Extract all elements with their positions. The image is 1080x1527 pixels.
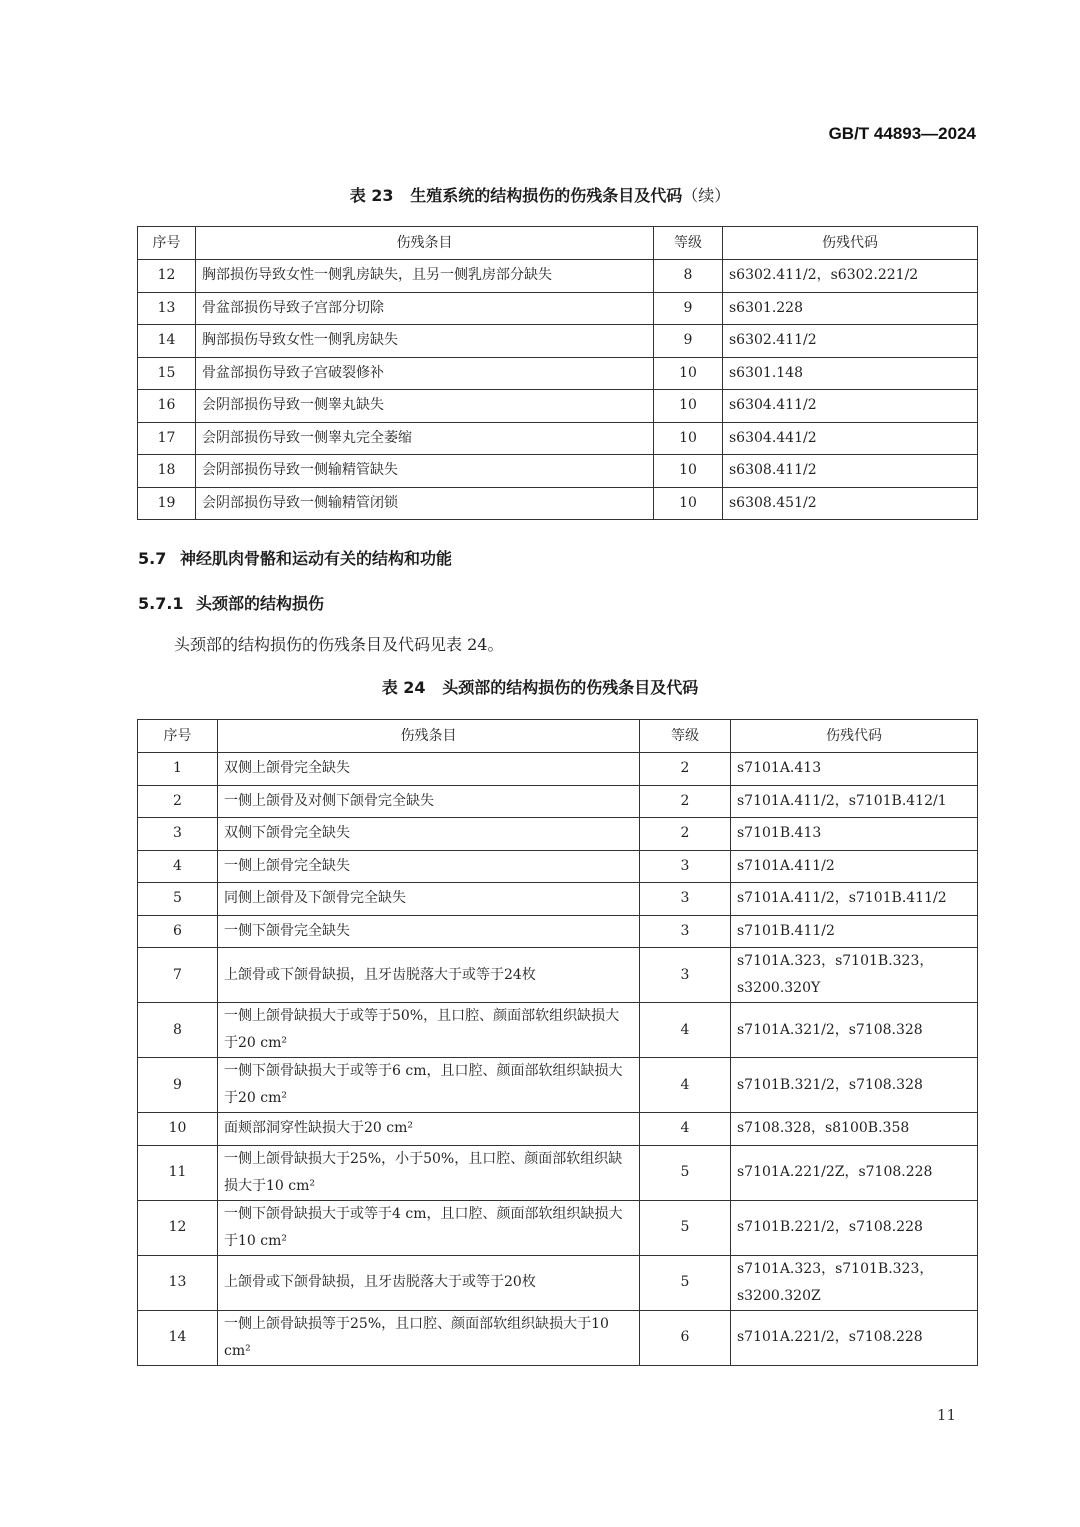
table-row xyxy=(138,948,978,1003)
cell-code: s6308.451/2 xyxy=(723,487,978,520)
cell-grade: 5 xyxy=(640,1200,731,1255)
table-row xyxy=(138,1145,978,1200)
cell-grade: 4 xyxy=(640,1003,731,1058)
cell-item: 面颊部洞穿性缺损大于20 cm² xyxy=(218,1113,640,1146)
cell-index: 1 xyxy=(138,753,218,786)
cell-code: s7101B.411/2 xyxy=(731,915,978,948)
table24-caption xyxy=(0,675,1080,698)
cell-code: s6304.441/2 xyxy=(723,422,978,455)
cell-grade: 4 xyxy=(640,1058,731,1113)
table-24 xyxy=(137,719,978,1366)
table-row xyxy=(138,915,978,948)
table-row xyxy=(138,1255,978,1310)
cell-index: 10 xyxy=(138,1113,218,1146)
cell-code: s7101A.413 xyxy=(731,753,978,786)
cell-code: s7101B.321/2，s7108.328 xyxy=(731,1058,978,1113)
cell-item: 骨盆部损伤导致子宫部分切除 xyxy=(196,292,654,325)
table-row xyxy=(138,325,978,358)
cell-code: s7108.328，s8100B.358 xyxy=(731,1113,978,1146)
body-paragraph: 头颈部的结构损伤的伤残条目及代码见表 24。 xyxy=(174,635,504,654)
cell-grade: 3 xyxy=(640,948,731,1003)
cell-grade: 5 xyxy=(640,1255,731,1310)
cell-item: 会阴部损伤导致一侧输精管闭锁 xyxy=(196,487,654,520)
cell-item: 一侧下颌骨完全缺失 xyxy=(218,915,640,948)
col-header-index: 序号 xyxy=(138,720,218,753)
table-row xyxy=(138,422,978,455)
table-row xyxy=(138,753,978,786)
cell-index: 4 xyxy=(138,850,218,883)
cell-grade: 10 xyxy=(654,487,723,520)
cell-index: 2 xyxy=(138,785,218,818)
cell-code: s7101A.411/2 xyxy=(731,850,978,883)
standard-code: GB/T 44893—2024 xyxy=(828,124,976,143)
section-number: 5.7.1 xyxy=(138,594,184,613)
cell-grade: 10 xyxy=(654,455,723,488)
cell-index: 13 xyxy=(138,292,196,325)
cell-item: 上颌骨或下颌骨缺损，且牙齿脱落大于或等于24枚 xyxy=(218,948,640,1003)
table23-caption-title: 生殖系统的结构损伤的伤残条目及代码 xyxy=(410,186,683,205)
cell-grade: 5 xyxy=(640,1145,731,1200)
col-header-item: 伤残条目 xyxy=(218,720,640,753)
cell-item: 一侧上颌骨缺损大于或等于50%，且口腔、颜面部软组织缺损大于20 cm² xyxy=(218,1003,640,1058)
table-row xyxy=(138,260,978,293)
section-5-7-heading xyxy=(138,546,452,569)
table-row xyxy=(138,818,978,851)
table-header-row xyxy=(138,227,978,260)
cell-item: 双侧下颌骨完全缺失 xyxy=(218,818,640,851)
cell-grade: 9 xyxy=(654,325,723,358)
table-header-row xyxy=(138,720,978,753)
table-row xyxy=(138,850,978,883)
section-title: 头颈部的结构损伤 xyxy=(196,594,325,613)
cell-grade: 10 xyxy=(654,390,723,423)
cell-index: 13 xyxy=(138,1255,218,1310)
cell-index: 12 xyxy=(138,260,196,293)
cell-code: s7101A.323，s7101B.323，s3200.320Z xyxy=(731,1255,978,1310)
cell-item: 一侧上颌骨缺损大于25%，小于50%，且口腔、颜面部软组织缺损大于10 cm² xyxy=(218,1145,640,1200)
col-header-code: 伤残代码 xyxy=(731,720,978,753)
cell-index: 15 xyxy=(138,357,196,390)
cell-index: 3 xyxy=(138,818,218,851)
table-24-body xyxy=(138,753,978,1366)
cell-grade: 10 xyxy=(654,422,723,455)
cell-grade: 4 xyxy=(640,1113,731,1146)
table23-caption-suffix: （续） xyxy=(682,186,731,205)
cell-code: s7101A.411/2，s7101B.412/1 xyxy=(731,785,978,818)
cell-index: 9 xyxy=(138,1058,218,1113)
cell-code: s7101A.221/2Z，s7108.228 xyxy=(731,1145,978,1200)
cell-item: 会阴部损伤导致一侧输精管缺失 xyxy=(196,455,654,488)
cell-code: s6301.228 xyxy=(723,292,978,325)
table24-caption-num: 表 24 xyxy=(381,678,426,697)
cell-index: 6 xyxy=(138,915,218,948)
table-row xyxy=(138,1003,978,1058)
col-header-grade: 等级 xyxy=(640,720,731,753)
table-row xyxy=(138,1058,978,1113)
cell-item: 同侧上颌骨及下颌骨完全缺失 xyxy=(218,883,640,916)
cell-code: s7101B.221/2，s7108.228 xyxy=(731,1200,978,1255)
cell-item: 会阴部损伤导致一侧睾丸完全萎缩 xyxy=(196,422,654,455)
cell-code: s6302.411/2，s6302.221/2 xyxy=(723,260,978,293)
cell-item: 骨盆部损伤导致子宫破裂修补 xyxy=(196,357,654,390)
table-row xyxy=(138,390,978,423)
cell-grade: 10 xyxy=(654,357,723,390)
cell-index: 12 xyxy=(138,1200,218,1255)
cell-grade: 3 xyxy=(640,850,731,883)
table-row xyxy=(138,455,978,488)
cell-item: 一侧下颌骨缺损大于或等于4 cm，且口腔、颜面部软组织缺损大于10 cm² xyxy=(218,1200,640,1255)
cell-grade: 8 xyxy=(654,260,723,293)
cell-code: s6302.411/2 xyxy=(723,325,978,358)
cell-grade: 3 xyxy=(640,883,731,916)
cell-index: 19 xyxy=(138,487,196,520)
cell-item: 会阴部损伤导致一侧睾丸缺失 xyxy=(196,390,654,423)
table-row xyxy=(138,292,978,325)
cell-item: 双侧上颌骨完全缺失 xyxy=(218,753,640,786)
cell-grade: 9 xyxy=(654,292,723,325)
col-header-item: 伤残条目 xyxy=(196,227,654,260)
col-header-grade: 等级 xyxy=(654,227,723,260)
cell-grade: 2 xyxy=(640,818,731,851)
cell-index: 18 xyxy=(138,455,196,488)
table-row xyxy=(138,487,978,520)
table-row xyxy=(138,357,978,390)
cell-item: 上颌骨或下颌骨缺损，且牙齿脱落大于或等于20枚 xyxy=(218,1255,640,1310)
cell-grade: 2 xyxy=(640,785,731,818)
cell-index: 5 xyxy=(138,883,218,916)
cell-index: 8 xyxy=(138,1003,218,1058)
cell-index: 14 xyxy=(138,325,196,358)
cell-index: 11 xyxy=(138,1145,218,1200)
cell-index: 14 xyxy=(138,1310,218,1365)
cell-index: 16 xyxy=(138,390,196,423)
section-title: 神经肌肉骨骼和运动有关的结构和功能 xyxy=(180,549,453,568)
cell-index: 17 xyxy=(138,422,196,455)
section-5-7-1-heading xyxy=(138,591,324,614)
cell-grade: 3 xyxy=(640,915,731,948)
cell-item: 一侧上颌骨完全缺失 xyxy=(218,850,640,883)
cell-code: s7101A.221/2，s7108.228 xyxy=(731,1310,978,1365)
table24-caption-title: 头颈部的结构损伤的伤残条目及代码 xyxy=(442,678,699,697)
col-header-index: 序号 xyxy=(138,227,196,260)
table-23-body xyxy=(138,260,978,520)
cell-code: s7101A.321/2，s7108.328 xyxy=(731,1003,978,1058)
col-header-code: 伤残代码 xyxy=(723,227,978,260)
table-row xyxy=(138,1310,978,1365)
table-23 xyxy=(137,226,978,520)
cell-code: s7101A.411/2，s7101B.411/2 xyxy=(731,883,978,916)
cell-item: 一侧上颌骨缺损等于25%，且口腔、颜面部软组织缺损大于10 cm² xyxy=(218,1310,640,1365)
cell-code: s7101A.323，s7101B.323，s3200.320Y xyxy=(731,948,978,1003)
cell-item: 胸部损伤导致女性一侧乳房缺失，且另一侧乳房部分缺失 xyxy=(196,260,654,293)
cell-code: s7101B.413 xyxy=(731,818,978,851)
table-row xyxy=(138,883,978,916)
cell-item: 胸部损伤导致女性一侧乳房缺失 xyxy=(196,325,654,358)
page-number: 11 xyxy=(936,1406,956,1424)
cell-index: 7 xyxy=(138,948,218,1003)
table-row xyxy=(138,1113,978,1146)
table23-caption-num: 表 23 xyxy=(349,186,394,205)
cell-item: 一侧上颌骨及对侧下颌骨完全缺失 xyxy=(218,785,640,818)
table-row xyxy=(138,785,978,818)
table23-caption xyxy=(0,183,1080,206)
cell-code: s6304.411/2 xyxy=(723,390,978,423)
cell-code: s6301.148 xyxy=(723,357,978,390)
table-row xyxy=(138,1200,978,1255)
cell-item: 一侧下颌骨缺损大于或等于6 cm，且口腔、颜面部软组织缺损大于20 cm² xyxy=(218,1058,640,1113)
cell-code: s6308.411/2 xyxy=(723,455,978,488)
section-number: 5.7 xyxy=(138,549,167,568)
cell-grade: 6 xyxy=(640,1310,731,1365)
cell-grade: 2 xyxy=(640,753,731,786)
